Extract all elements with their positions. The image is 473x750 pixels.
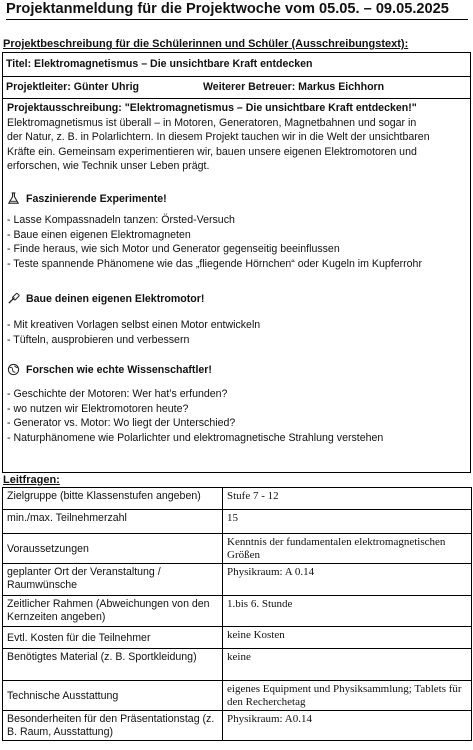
section-title: Forschen wie echte Wissenschaftler! xyxy=(26,363,212,376)
project-description-box xyxy=(2,52,471,473)
list-item: - wo nutzen wir Elektromotoren heute? xyxy=(7,402,189,415)
project-title: Titel: Elektromagnetismus – Die unsichtbare Kraft entdecken xyxy=(6,58,313,70)
screwdriver-icon xyxy=(7,292,20,305)
question-label: Besonderheiten für den Präsentationstag (z. B. Raum, Ausstattung) xyxy=(3,711,223,741)
question-value: keine xyxy=(223,649,472,681)
announcement xyxy=(7,101,469,174)
list-item: - Geschichte der Motoren: Wer hat’s erfunden? xyxy=(7,388,228,400)
table-row xyxy=(3,681,472,711)
experiments-list xyxy=(7,213,422,271)
question-value: Physikraum: A0.14 xyxy=(223,711,472,741)
description-section-label: Projektbeschreibung für die Schülerinnen und Schüler (Ausschreibungstext): xyxy=(3,38,409,50)
question-label: Benötigtes Material (z. B. Sportkleidung) xyxy=(3,649,223,681)
table-row xyxy=(3,564,472,596)
list-item: - Lasse Kompassnadeln tanzen: Örsted-Versuch xyxy=(7,214,235,226)
announcement-line: der Natur, z. B. in Polarlichtern. In diesem Projekt tauchen wir in die Welt der unsichtbaren xyxy=(7,131,430,144)
section-title: Baue deinen eigenen Elektromotor! xyxy=(26,292,205,305)
globe-icon xyxy=(7,363,20,376)
list-item: - Baue einen eigenen Elektromagneten xyxy=(7,228,191,241)
question-label: Voraussetzungen xyxy=(3,534,223,564)
question-label: Zeitlicher Rahmen (Abweichungen von den Kernzeiten angeben) xyxy=(3,596,223,627)
table-row xyxy=(3,596,472,627)
table-row xyxy=(3,534,472,564)
question-value: Kenntnis der fundamentalen elektromagnetischen Größen xyxy=(223,534,472,564)
list-item: - Generator vs. Motor: Wo liegt der Unterschied? xyxy=(7,417,236,430)
project-title-row xyxy=(3,53,470,77)
table-row xyxy=(3,711,472,741)
project-supervisor: Weiterer Betreuer: Markus Eichhorn xyxy=(203,81,385,93)
list-item: - Naturphänomene wie Polarlichter und elektromagnetische Strahlung verstehen xyxy=(7,431,384,444)
question-value: keine Kosten xyxy=(223,627,472,649)
section-heading-experiments xyxy=(7,192,167,205)
question-label: geplanter Ort der Veranstaltung / Raumwünsche xyxy=(3,564,223,596)
announcement-heading: Projektausschreibung: "Elektromagnetismus – Die unsichtbare Kraft entdecken!" xyxy=(7,102,417,114)
announcement-line: Kräfte ein. Gemeinsam experimentieren wir, bauen unsere eigenen Elektromotoren und xyxy=(7,145,417,158)
question-label: Zielgruppe (bitte Klassenstufen angeben) xyxy=(3,488,223,510)
table-row xyxy=(3,510,472,534)
guiding-questions-table xyxy=(2,487,472,741)
list-item: - Teste spannende Phänomene wie das „fliegende Hörnchen“ oder Kugeln im Kupferrohr xyxy=(7,257,422,270)
announcement-line: erforschen, wie Technik unser Leben prägt. xyxy=(7,160,210,173)
question-value: Stufe 7 - 12 xyxy=(223,488,472,510)
section-heading-motor xyxy=(7,292,204,305)
project-leader: Projektleiter: Günter Uhrig xyxy=(6,81,140,93)
question-label: min./max. Teilnehmerzahl xyxy=(3,510,223,534)
flask-icon xyxy=(7,192,20,205)
guiding-questions-label: Leitfragen: xyxy=(3,474,60,486)
question-label: Technische Ausstattung xyxy=(3,681,223,711)
table-row xyxy=(3,649,472,681)
research-list xyxy=(7,387,383,445)
question-value: 1.bis 6. Stunde xyxy=(223,596,472,627)
question-value: eigenes Equipment und Physiksammlung; Tablets für den Recherchetag xyxy=(223,681,472,711)
question-label: Evtl. Kosten für die Teilnehmer xyxy=(3,627,223,649)
question-value: 15 xyxy=(223,510,472,534)
page-title: Projektanmeldung für die Projektwoche vom 05.05. – 09.05.2025 xyxy=(6,0,468,20)
section-heading-research xyxy=(7,363,212,376)
list-item: - Finde heraus, wie sich Motor und Generator gegenseitig beeinflussen xyxy=(7,243,340,256)
section-title: Faszinierende Experimente! xyxy=(26,192,167,205)
question-value: Physikraum: A 0.14 xyxy=(223,564,472,596)
list-item: - Mit kreativen Vorlagen selbst einen Motor entwickeln xyxy=(7,319,261,331)
motor-list xyxy=(7,318,260,347)
project-leader-row xyxy=(3,76,470,99)
table-row xyxy=(3,627,472,649)
table-row xyxy=(3,488,472,510)
list-item: - Tüfteln, ausprobieren und verbessern xyxy=(7,333,190,346)
announcement-line: Elektromagnetismus ist überall – in Motoren, Generatoren, Magnetbahnen und sogar in xyxy=(7,116,417,129)
